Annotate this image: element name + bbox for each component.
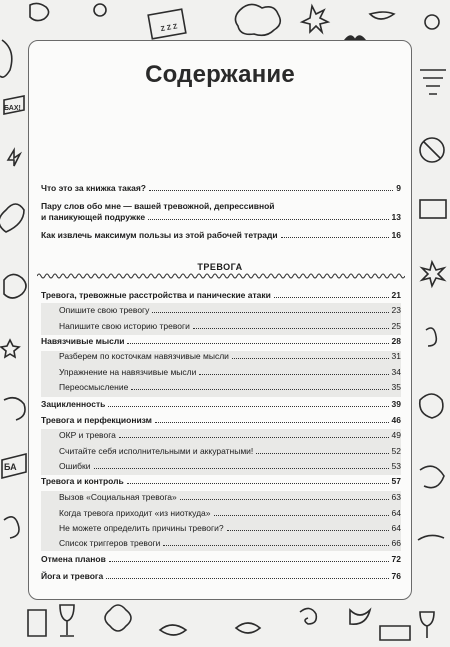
toc-entry-page: 39 — [391, 399, 401, 409]
doodle-zzz-text: Z Z Z — [160, 23, 178, 34]
nose-doodle-icon — [426, 328, 436, 346]
toc-entry-label: Зацикленность — [41, 399, 106, 409]
toc-subentry[interactable] — [59, 367, 401, 377]
eye-doodle-icon — [94, 4, 106, 16]
squiggle-doodle-icon — [4, 517, 19, 538]
toc-entry-page: 25 — [391, 321, 401, 331]
dot-leader — [232, 357, 389, 359]
toc-entry-label: Не можете определить причины тревоги? — [59, 523, 224, 533]
toc-chapter[interactable] — [41, 399, 401, 409]
dot-leader — [163, 544, 388, 546]
face2-doodle-icon — [420, 466, 444, 487]
toc-chapter[interactable] — [41, 415, 401, 425]
heart-broken-doodle-icon — [0, 204, 24, 232]
toc-chapter[interactable] — [41, 336, 401, 346]
toc-entry-intro-3[interactable] — [41, 230, 401, 240]
fist-doodle-icon — [30, 3, 49, 20]
toc-subentry[interactable] — [59, 430, 401, 440]
toc-subentry[interactable] — [59, 508, 401, 518]
lightning-doodle-icon — [8, 150, 20, 166]
eye2-doodle-icon — [236, 623, 260, 633]
toc-chapter[interactable] — [41, 290, 401, 300]
dot-leader — [180, 498, 389, 500]
brain-small-doodle-icon — [4, 274, 26, 298]
toc-entry-page: 76 — [391, 571, 401, 581]
clock-doodle-icon — [420, 394, 443, 418]
dot-leader — [131, 388, 388, 390]
toc-chapter[interactable] — [41, 571, 401, 581]
wavy-divider — [37, 271, 405, 281]
wine-glass-doodle-icon — [60, 605, 74, 636]
toc-subentry[interactable] — [59, 382, 401, 392]
toc-subentry[interactable] — [59, 305, 401, 315]
bottle2-doodle-icon — [380, 626, 410, 640]
lips-doodle-icon — [160, 625, 186, 635]
doodle-ba-text: БА — [4, 462, 17, 472]
glasses-doodle-icon — [425, 15, 439, 29]
whirl-doodle-icon — [300, 608, 316, 624]
toc-entry-intro-2[interactable] — [41, 212, 401, 222]
toc-entry-page: 21 — [391, 290, 401, 300]
toc-entry-label: Навязчивые мысли — [41, 336, 125, 346]
toc-entry-page: 31 — [391, 351, 401, 361]
toc-chapter[interactable] — [41, 476, 401, 486]
dot-leader — [109, 560, 389, 562]
mouth-doodle-icon — [370, 12, 394, 19]
dot-leader — [281, 236, 389, 238]
dot-leader — [119, 436, 389, 438]
toc-entry-page: 13 — [391, 212, 401, 222]
doodle-bakh-text: БАХ! — [4, 105, 21, 112]
star-doodle-icon — [1, 340, 19, 357]
toc-entry-page: 46 — [391, 415, 401, 425]
toc-entry-page: 28 — [391, 336, 401, 346]
dot-leader — [106, 577, 388, 579]
toc-entry-page: 66 — [391, 538, 401, 548]
toc-subentry[interactable] — [59, 461, 401, 471]
toc-entry-page: 35 — [391, 382, 401, 392]
toc-subentry[interactable] — [59, 446, 401, 456]
toc-entry-page: 23 — [391, 305, 401, 315]
toc-entry-intro-1[interactable] — [41, 183, 401, 193]
toc-entry-page: 57 — [391, 476, 401, 486]
dot-leader — [193, 327, 389, 329]
toc-entry-label: Йога и тревога — [41, 571, 104, 581]
dot-leader — [155, 421, 389, 423]
toc-entry-label: Что это за книжка такая? — [41, 183, 146, 193]
tornado-doodle-icon — [420, 70, 446, 94]
toc-entry-label: ОКР и тревога — [59, 430, 116, 440]
toc-entry-label: Ошибки — [59, 461, 91, 471]
toc-entry-intro-2-line1[interactable]: Пару слов обо мне — вашей тревожной, депрессивной — [41, 201, 275, 211]
toc-entry-label: Переосмысление — [59, 382, 129, 392]
dot-leader — [256, 452, 388, 454]
toc-entry-page: 16 — [391, 230, 401, 240]
bird-doodle-icon — [350, 610, 370, 624]
toc-subentry[interactable] — [59, 351, 401, 361]
dot-leader — [199, 373, 388, 375]
toc-entry-label: Упражнение на навязчивые мысли — [59, 367, 197, 377]
dot-leader — [214, 514, 389, 516]
dot-leader — [152, 311, 388, 313]
bottle-doodle-icon — [28, 610, 46, 636]
dot-leader — [148, 218, 388, 220]
toc-entry-label: Напишите свою историю тревоги — [59, 321, 190, 331]
dot-leader — [274, 296, 389, 298]
toc-entry-page: 64 — [391, 508, 401, 518]
toc-entry-label: Тревога и перфекционизм — [41, 415, 152, 425]
toc-subentry[interactable] — [59, 538, 401, 548]
toc-entry-page: 34 — [391, 367, 401, 377]
burst-doodle-icon — [302, 6, 328, 32]
toc-entry-page: 52 — [391, 446, 401, 456]
toc-entry-page: 72 — [391, 554, 401, 564]
toc-entry-label: и паникующей подружке — [41, 212, 146, 222]
dot-leader — [108, 405, 388, 407]
toc-card — [28, 40, 412, 600]
arm-doodle-icon — [418, 535, 444, 540]
toc-entry-label: Разберем по косточкам навязчивые мысли — [59, 351, 229, 361]
toc-entry-page: 9 — [396, 183, 401, 193]
box-doodle-icon — [148, 9, 186, 39]
toc-entry-label: Список триггеров тревоги — [59, 538, 161, 548]
toc-entry-page: 64 — [391, 523, 401, 533]
toc-entry-label: Отмена планов — [41, 554, 106, 564]
toc-entry-label: Считайте себя исполнительными и аккуратными! — [59, 446, 254, 456]
face-doodle-icon — [4, 398, 25, 420]
dot-leader — [149, 189, 393, 191]
hand-doodle-icon — [0, 40, 12, 77]
toc-entry-label: Когда тревога приходит «из ниоткуда» — [59, 508, 211, 518]
dot-leader — [227, 529, 389, 531]
toc-entry-label: Тревога, тревожные расстройства и панические атаки — [41, 290, 271, 300]
toc-entry-label: Опишите свою тревогу — [59, 305, 150, 315]
toc-entry-label: Как извлечь максимум пользы из этой рабочей тетради — [41, 230, 278, 240]
dot-leader — [127, 342, 388, 344]
flower-doodle-icon — [105, 605, 131, 631]
toc-entry-page: 49 — [391, 430, 401, 440]
page-title: Содержание — [145, 61, 295, 88]
section-heading: ТРЕВОГА — [197, 262, 243, 272]
toc-subentry[interactable] — [59, 492, 401, 502]
toc-subentry[interactable] — [59, 523, 401, 533]
toc-chapter[interactable] — [41, 554, 401, 564]
toc-entry-page: 53 — [391, 461, 401, 471]
brain-doodle-icon — [235, 4, 280, 35]
toc-entry-label: Тревога и контроль — [41, 476, 124, 486]
dot-leader — [127, 482, 389, 484]
burst2-doodle-icon — [422, 262, 444, 286]
toc-subentry[interactable] — [59, 321, 401, 331]
glass2-doodle-icon — [420, 612, 434, 638]
dot-leader — [94, 467, 389, 469]
piano-doodle-icon — [420, 200, 446, 218]
toc-entry-label: Вызов «Социальная тревога» — [59, 492, 177, 502]
toc-entry-page: 63 — [391, 492, 401, 502]
